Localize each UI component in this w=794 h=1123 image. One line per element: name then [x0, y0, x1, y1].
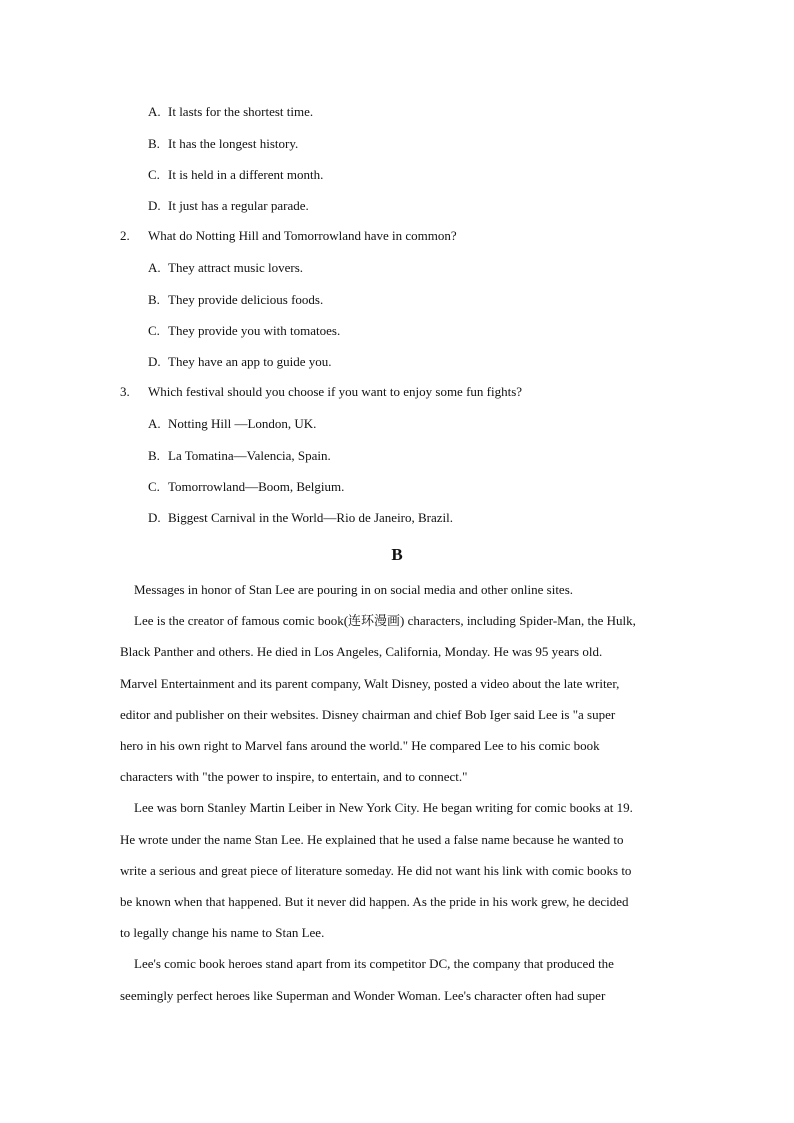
passage-line: Lee's comic book heroes stand apart from its competitor DC, the company that produced the — [134, 956, 614, 971]
q3-option-b — [148, 447, 331, 465]
passage-line: Marvel Entertainment and its parent company, Walt Disney, posted a video about the late writer, — [120, 676, 620, 691]
option-text: It just has a regular parade. — [168, 198, 309, 213]
passage-line: seemingly perfect heroes like Superman and Wonder Woman. Lee's character often had super — [120, 988, 606, 1003]
section-heading: B — [391, 545, 403, 564]
passage-line: Lee is the creator of famous comic book(连环漫画) characters, including Spider-Man, the Hulk, — [134, 613, 636, 628]
option-letter: A. — [148, 104, 161, 119]
option-text: It lasts for the shortest time. — [168, 104, 314, 119]
option-letter: B. — [148, 292, 160, 307]
passage-line: He wrote under the name Stan Lee. He explained that he used a false name because he wanted to — [120, 832, 624, 847]
option-text: La Tomatina—Valencia, Spain. — [168, 448, 331, 463]
passage-line: characters with "the power to inspire, to entertain, and to connect." — [120, 769, 468, 784]
q2-option-d — [148, 353, 332, 371]
option-text: It has the longest history. — [168, 136, 299, 151]
option-text: Tomorrowland—Boom, Belgium. — [168, 479, 345, 494]
q1-option-d — [148, 197, 309, 215]
q2-question: What do Notting Hill and Tomorrowland have in common? — [148, 228, 457, 243]
passage-line: hero in his own right to Marvel fans around the world." He compared Lee to his comic book — [120, 738, 600, 753]
option-letter: D. — [148, 510, 161, 525]
option-letter: A. — [148, 260, 161, 275]
option-text: They attract music lovers. — [168, 260, 304, 275]
q3-number: 3. — [120, 384, 130, 399]
q1-option-b — [148, 135, 298, 153]
q3-question: Which festival should you choose if you want to enjoy some fun fights? — [148, 384, 523, 399]
option-text: They have an app to guide you. — [168, 354, 332, 369]
q1-option-a — [148, 103, 313, 121]
option-text: Biggest Carnival in the World—Rio de Janeiro, Brazil. — [168, 510, 454, 525]
option-text: Notting Hill —London, UK. — [168, 416, 317, 431]
option-letter: D. — [148, 354, 161, 369]
option-letter: C. — [148, 479, 160, 494]
q2-option-c — [148, 322, 340, 340]
option-text: It is held in a different month. — [168, 167, 324, 182]
passage-line: Black Panther and others. He died in Los Angeles, California, Monday. He was 95 years old. — [120, 644, 603, 659]
passage-line: write a serious and great piece of literature someday. He did not want his link with comic books to — [120, 863, 632, 878]
option-letter: C. — [148, 323, 160, 338]
q3-option-c — [148, 478, 344, 496]
passage-line: Lee was born Stanley Martin Leiber in New York City. He began writing for comic books at 19. — [134, 800, 633, 815]
q2-option-b — [148, 291, 323, 309]
q2-number: 2. — [120, 228, 130, 243]
passage-line: be known when that happened. But it never did happen. As the pride in his work grew, he decided — [120, 894, 629, 909]
option-letter: D. — [148, 198, 161, 213]
option-letter: B. — [148, 448, 160, 463]
option-letter: A. — [148, 416, 161, 431]
passage-line: to legally change his name to Stan Lee. — [120, 925, 325, 940]
q3-option-a — [148, 415, 316, 433]
option-text: They provide you with tomatoes. — [168, 323, 341, 338]
passage-line: Messages in honor of Stan Lee are pouring in on social media and other online sites. — [134, 582, 574, 597]
passage-line: editor and publisher on their websites. Disney chairman and chief Bob Iger said Lee is "a super — [120, 707, 616, 722]
option-letter: C. — [148, 167, 160, 182]
option-text: They provide delicious foods. — [168, 292, 324, 307]
q3-option-d — [148, 509, 453, 527]
q2-option-a — [148, 259, 303, 277]
option-letter: B. — [148, 136, 160, 151]
q1-option-c — [148, 166, 323, 184]
